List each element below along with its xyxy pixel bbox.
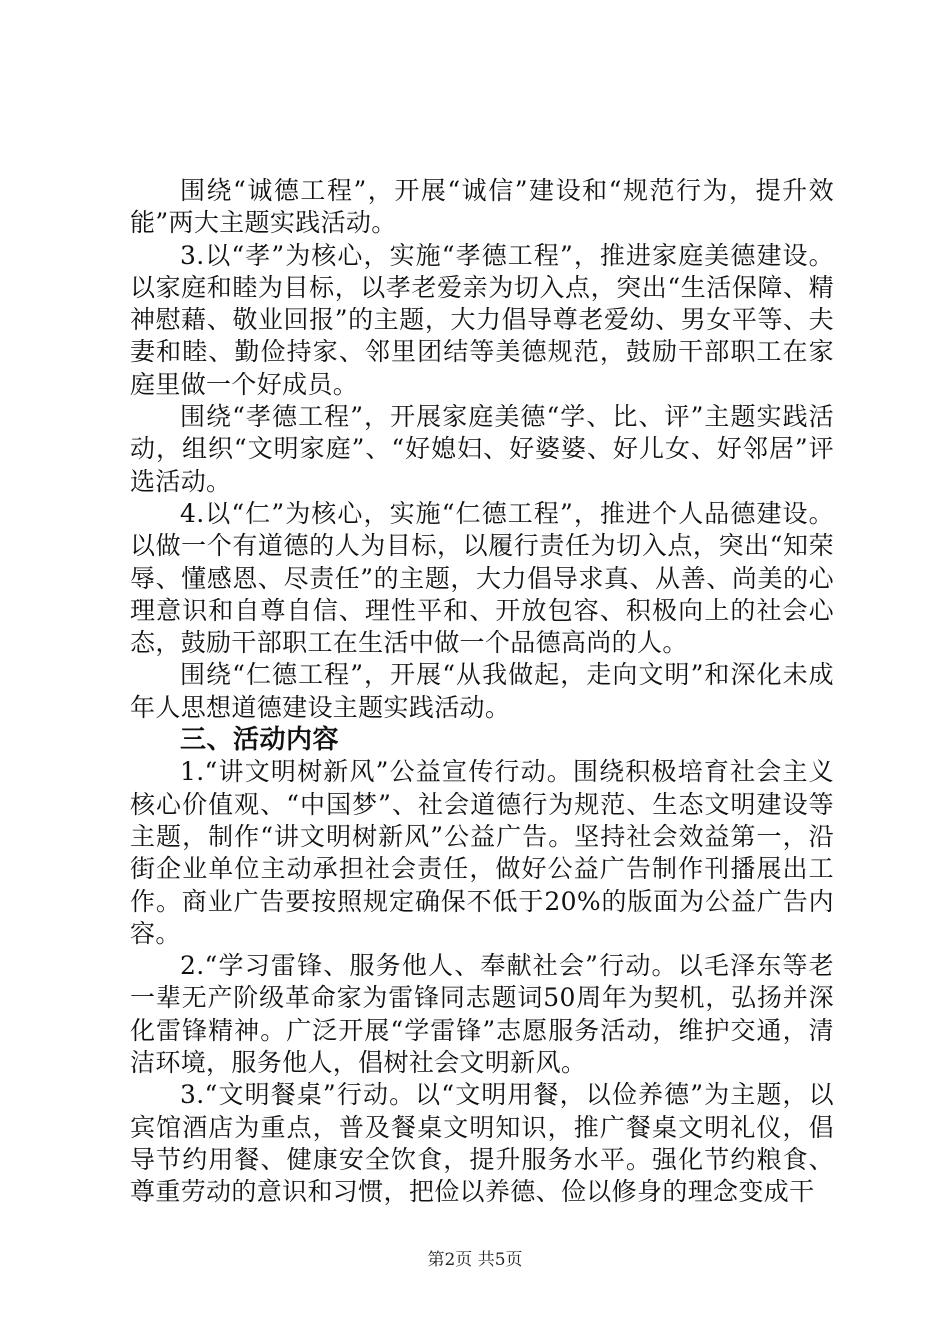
paragraph: 围绕“孝德工程”，开展家庭美德“学、比、评”主题实践活动，组织“文明家庭”、“好媳妇、好婆婆、好儿女、好邻居”评选活动。 bbox=[130, 402, 834, 496]
paragraph: 2.“学习雷锋、服务他人、奉献社会”行动。以毛泽东等老一辈无产阶级革命家为雷锋同志题词50周年为契机，弘扬并深化雷锋精神。广泛开展“学雷锋”志愿服务活动，维护交通，清洁环境，服务他人，倡树社会文明新风。 bbox=[130, 951, 834, 1078]
page-number-footer: 第2页 共5页 bbox=[427, 1250, 523, 1270]
section-heading: 三、活动内容 bbox=[180, 725, 340, 756]
paragraph: 4.以“仁”为核心，实施“仁德工程”，推进个人品德建设。以做一个有道德的人为目标，以履行责任为切入点，突出“知荣辱、懂感恩、尽责任”的主题，大力倡导求真、从善、尚美的心理意识和自尊自信、理性平和、开放包容、积极向上的社会心态，鼓励干部职工在生活中做一个品德高尚的人。 bbox=[130, 498, 834, 658]
paragraph: 围绕“诚德工程”，开展“诚信”建设和“规范行为，提升效能”两大主题实践活动。 bbox=[130, 176, 834, 238]
paragraph: 1.“讲文明树新风”公益宣传行动。围绕积极培育社会主义核心价值观、“中国梦”、社会道德行为规范、生态文明建设等主题，制作“讲文明树新风”公益广告。坚持社会效益第一，沿街企业单位主动承担社会责任，做好公益广告制作刊播展出工作。商业广告要按照规定确保不低于20%的版面为公益广告内容。 bbox=[130, 757, 834, 948]
paragraph: 3.“文明餐桌”行动。以“文明用餐，以俭养德”为主题，以宾馆酒店为重点，普及餐桌文明知识，推广餐桌文明礼仪，倡导节约用餐、健康安全饮食，提升服务水平。强化节约粮食、尊重劳动的意识和习惯，把俭以养德、俭以修身的理念变成干 bbox=[130, 1080, 834, 1207]
paragraph: 3.以“孝”为核心，实施“孝德工程”，推进家庭美德建设。以家庭和睦为目标，以孝老爱亲为切入点，突出“生活保障、精神慰藉、敬业回报”的主题，大力倡导尊老爱幼、男女平等、夫妻和睦、勤俭持家、邻里团结等美德规范，鼓励干部职工在家庭里做一个好成员。 bbox=[130, 240, 834, 399]
document-body bbox=[130, 175, 834, 1209]
paragraph: 围绕“仁德工程”，开展“从我做起，走向文明”和深化未成年人思想道德建设主题实践活动。 bbox=[130, 660, 834, 722]
